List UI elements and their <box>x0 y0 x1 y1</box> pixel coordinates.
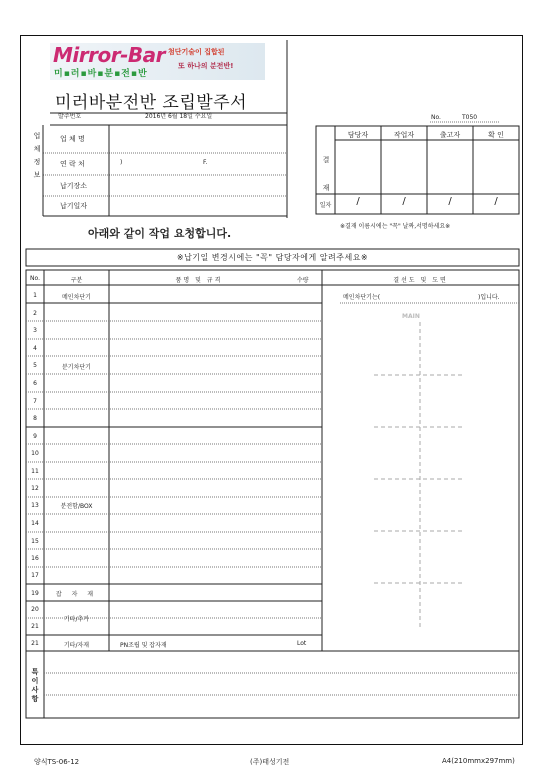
row-number: 6 <box>33 380 37 387</box>
fax-label: F. <box>203 159 208 166</box>
row-number: 20 <box>31 606 39 613</box>
row-number: 7 <box>33 398 37 405</box>
col-header-drawing: 결선도 및 도면 <box>393 277 448 284</box>
order-no-label: 발주번호 <box>58 113 82 120</box>
remarks-field[interactable] <box>45 652 518 717</box>
row-number: 17 <box>31 572 39 579</box>
request-text: 아래와 같이 작업 요청합니다. <box>88 227 232 240</box>
company-name-field[interactable] <box>110 126 286 152</box>
col-header-item: 품명 및 규격 <box>175 277 223 284</box>
group-panel-box: 분전함/BOX <box>60 503 93 510</box>
last-row-lot: Lot <box>297 640 307 647</box>
approval-col-3: 출고자 <box>439 131 461 139</box>
approval-col-1: 담당자 <box>347 131 369 139</box>
approval-date-label: 일자 <box>319 202 332 209</box>
approval-date-slash-4[interactable]: / <box>494 196 498 207</box>
last-row-item: PN조립 및 잡자재 <box>120 642 167 649</box>
row-number: 2 <box>33 310 37 317</box>
contact-field[interactable] <box>110 154 286 174</box>
col-header-qty: 수량 <box>297 277 309 284</box>
row-number: 11 <box>31 468 39 475</box>
approval-col-2: 작업자 <box>393 131 415 139</box>
row-number: 1 <box>33 292 37 299</box>
footer-company: (주)태성기전 <box>250 758 290 766</box>
doc-no-label: No. <box>431 114 441 121</box>
notice-banner: ※납기일 변경시에는 "꼭" 담당자에게 알려주세요※ <box>176 253 369 262</box>
delivery-place-field[interactable] <box>110 176 286 195</box>
order-no-value[interactable]: 2016년 6월 18일 수요일 <box>145 113 213 120</box>
contact-separator: ) <box>120 159 123 166</box>
footer-form-no: 양식TS-06-12 <box>34 758 80 766</box>
doc-no-value[interactable]: T050 <box>462 114 478 121</box>
logo-slogan-2: 또 하나의 분전반! <box>178 62 234 70</box>
row-number: 4 <box>33 345 37 352</box>
group-other-add: 기타/추가 <box>63 616 90 623</box>
approval-col-4: 확 인 <box>488 131 504 139</box>
main-breaker-text-end: )입니다. <box>478 294 500 301</box>
row-number: 21 <box>31 640 39 647</box>
row-number: 15 <box>31 538 39 545</box>
row-number: 9 <box>33 433 37 440</box>
company-info-side-label: 업체정보 <box>33 132 41 184</box>
row-number: 8 <box>33 415 37 422</box>
row-number: 14 <box>31 520 39 527</box>
group-main-breaker: 메인차단기 <box>62 294 91 301</box>
col-header-category: 구분 <box>70 277 83 284</box>
group-misc-material: 잡 자 재 <box>55 591 98 598</box>
group-branch-breaker: 분기차단기 <box>62 364 91 371</box>
footer-paper-size: A4(210mmx297mm) <box>442 757 515 765</box>
row-number: 19 <box>31 590 39 597</box>
row-number: 10 <box>31 450 39 457</box>
logo-brand-text: Mirror-Bar <box>53 43 165 67</box>
delivery-place-label: 납기장소 <box>60 182 88 190</box>
page-title: 미러바분전반 조립발주서 <box>55 93 248 113</box>
row-number: 5 <box>33 362 37 369</box>
main-breaker-text: 메인차단기는( <box>343 294 381 301</box>
approval-note: ※결재 이름시에는 "꼭" 날짜,서명하세요※ <box>340 223 451 230</box>
approval-side-label: 결 재 <box>322 156 330 192</box>
main-label: MAIN <box>402 313 420 320</box>
row-number: 13 <box>31 502 39 509</box>
row-number: 16 <box>31 555 39 562</box>
group-other-material: 기타/자재 <box>63 642 90 649</box>
row-number: 3 <box>33 327 37 334</box>
delivery-date-field[interactable] <box>110 197 286 215</box>
row-number: 12 <box>31 485 39 492</box>
drawing-area[interactable] <box>323 305 518 649</box>
delivery-date-label: 납기일자 <box>60 202 88 210</box>
approval-date-slash-1[interactable]: / <box>356 196 360 207</box>
remarks-label: 특이사항 <box>31 668 39 704</box>
row-number: 21 <box>31 623 39 630</box>
logo-sub-text: 미▪러▪바▪분▪전▪반 <box>54 69 148 79</box>
col-header-no: No. <box>30 275 40 282</box>
logo-slogan-1: 첨단기술이 집합된 <box>168 48 225 56</box>
contact-label: 연 락 처 <box>60 160 85 168</box>
approval-date-slash-2[interactable]: / <box>402 196 406 207</box>
company-name-label: 업 체 명 <box>60 135 85 143</box>
approval-date-slash-3[interactable]: / <box>448 196 452 207</box>
